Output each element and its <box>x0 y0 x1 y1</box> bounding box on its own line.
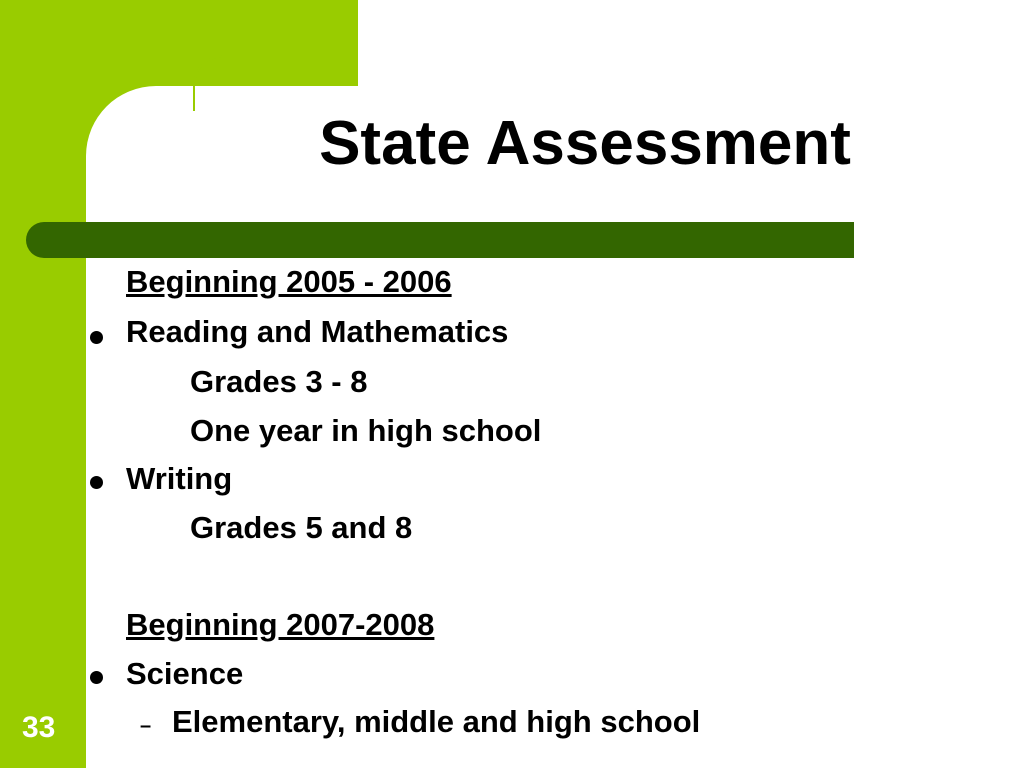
subitem-elementary-middle-high: Elementary, middle and high school <box>172 704 701 739</box>
bullet-icon <box>90 331 103 344</box>
item-science: Science <box>126 656 244 691</box>
frame-left-band <box>0 0 86 768</box>
bullet-icon <box>90 671 103 684</box>
subitem-grades-3-8: Grades 3 - 8 <box>190 364 368 399</box>
title-underline-bar <box>26 222 854 258</box>
section-heading-2005: Beginning 2005 - 2006 <box>126 264 452 299</box>
subitem-grades-5-8: Grades 5 and 8 <box>190 510 413 545</box>
bullet-icon <box>90 476 103 489</box>
section-heading-2007: Beginning 2007-2008 <box>126 607 435 642</box>
dash-icon: – <box>140 715 152 737</box>
page-number: 33 <box>22 711 56 744</box>
frame-rounded-corner <box>86 86 156 156</box>
item-reading-mathematics: Reading and Mathematics <box>126 314 509 349</box>
subitem-one-year-high-school: One year in high school <box>190 413 542 448</box>
slide-title: State Assessment <box>319 109 851 178</box>
frame-accent-line <box>193 55 358 111</box>
item-writing: Writing <box>126 461 233 496</box>
